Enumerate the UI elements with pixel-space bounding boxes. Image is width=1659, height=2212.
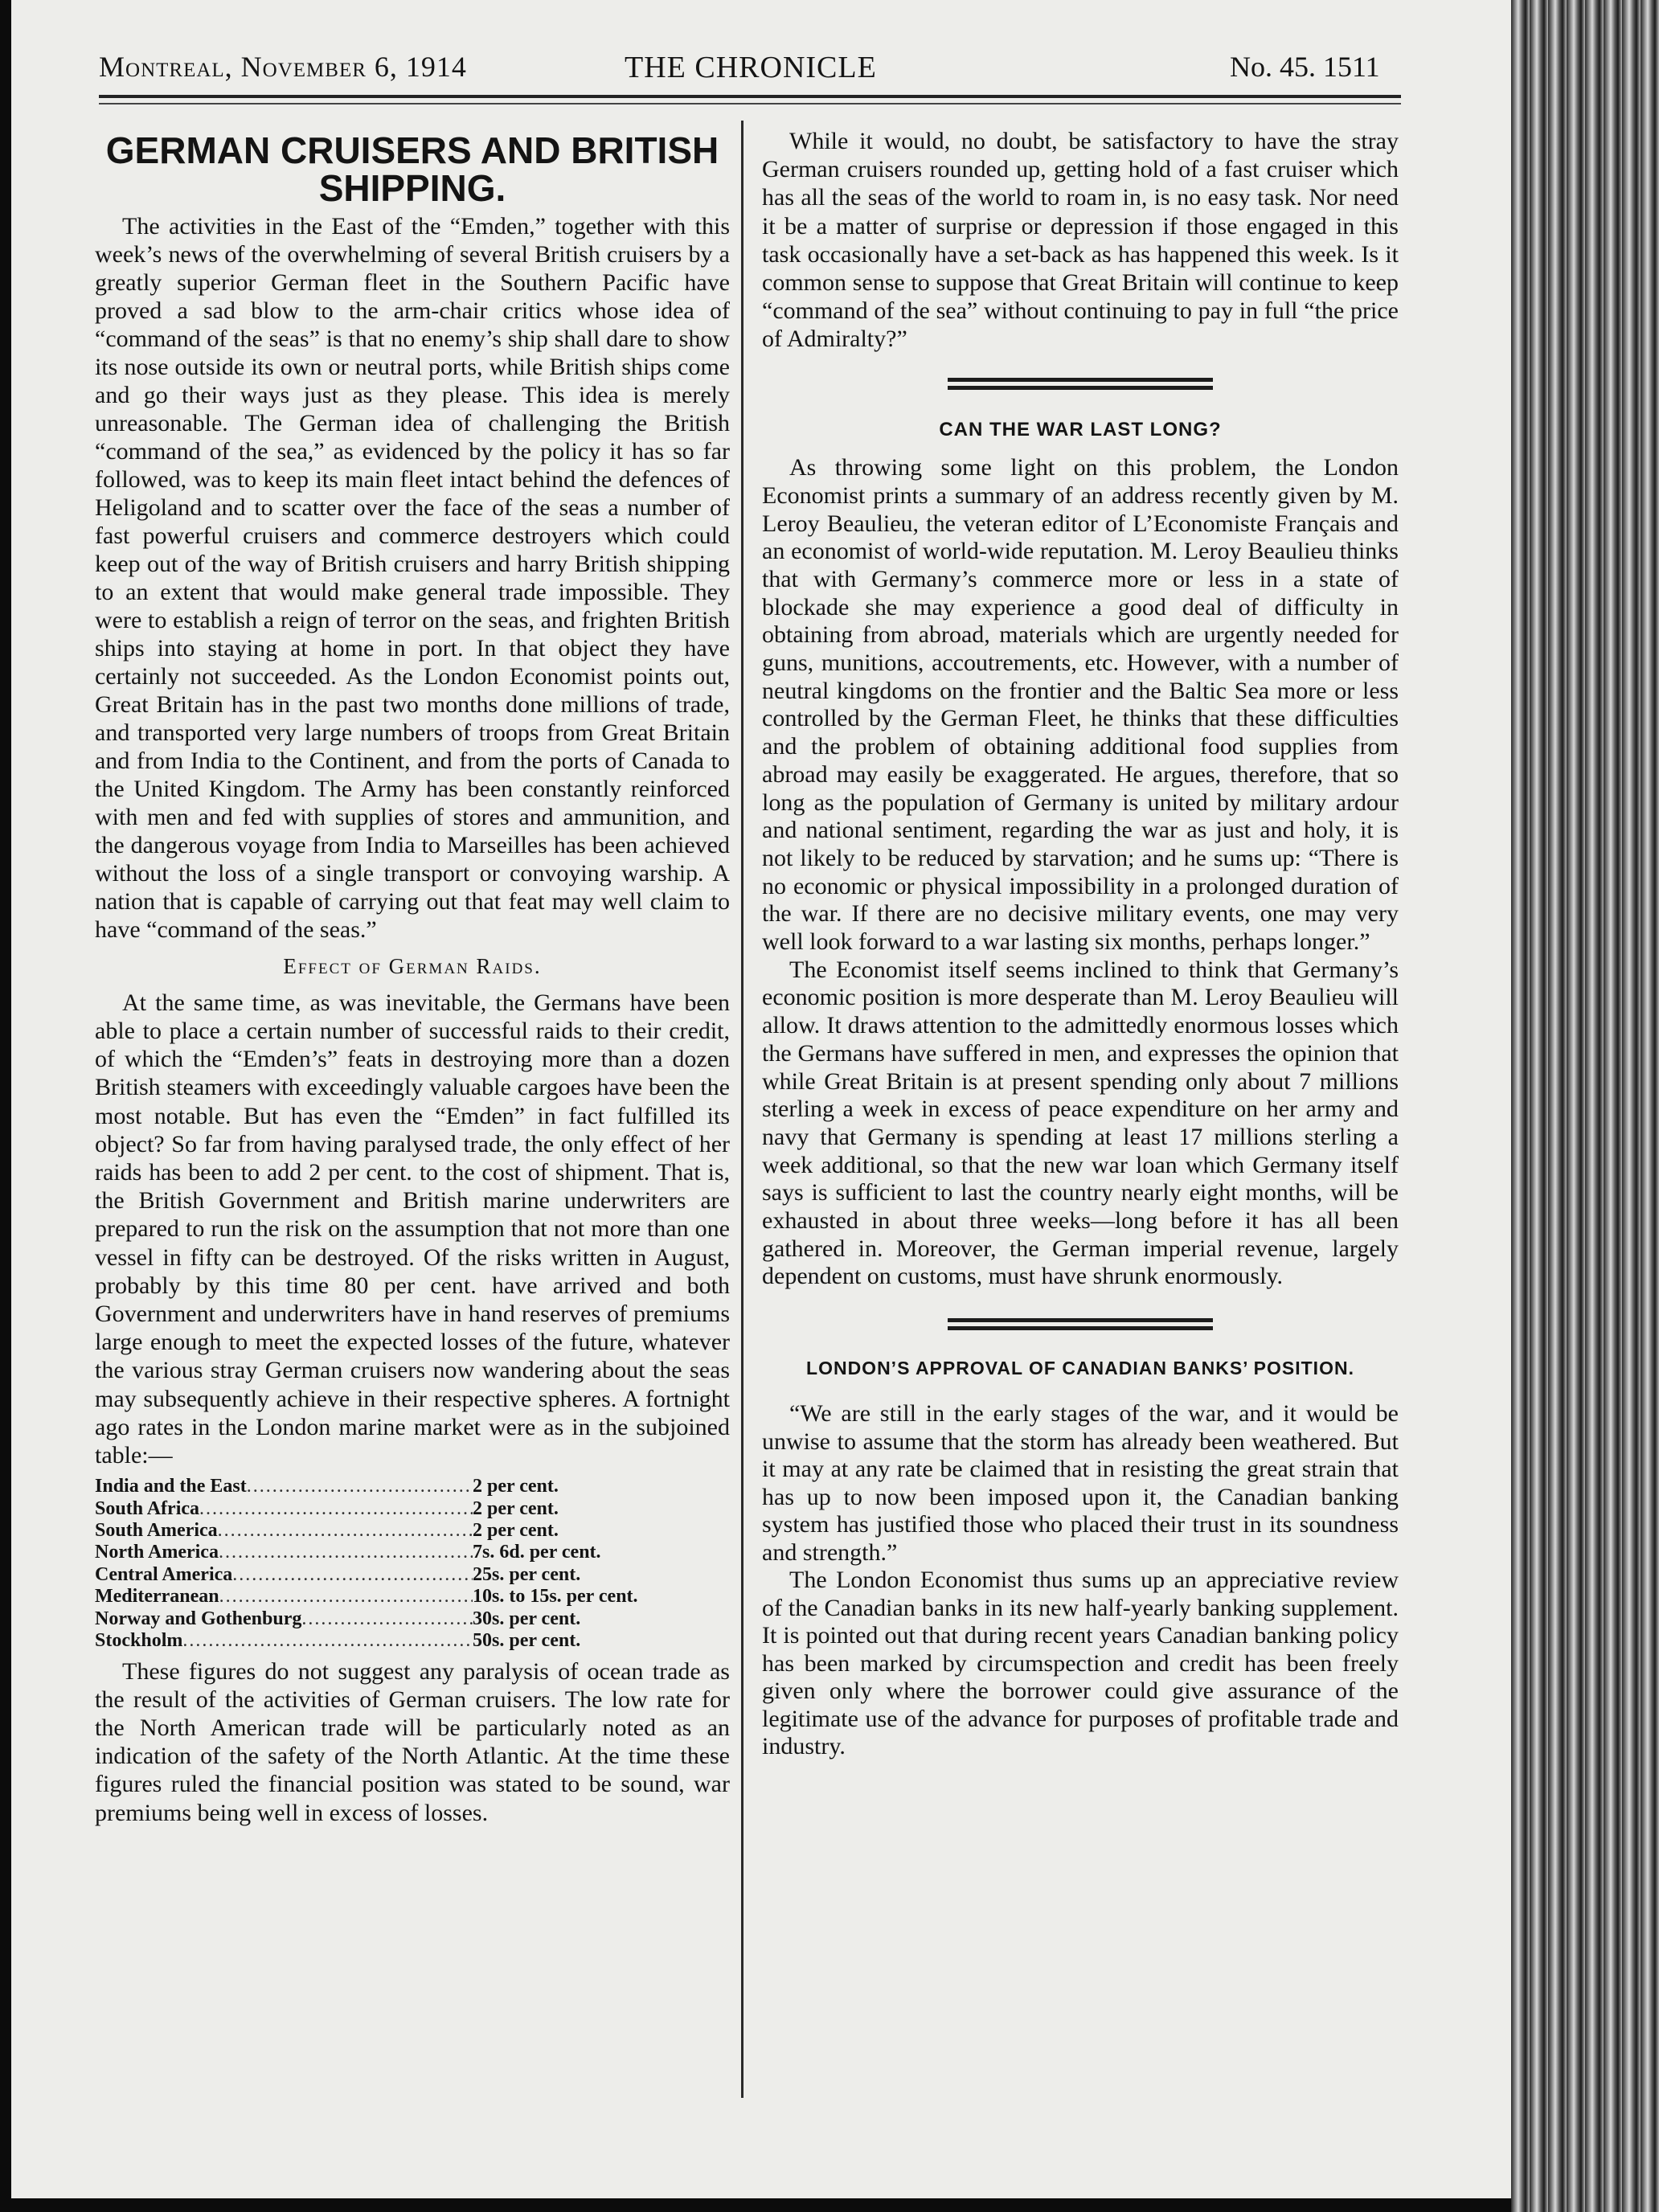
rate-row bbox=[95, 1498, 730, 1520]
article-paragraph: The London Economist thus sums up an appreciative review of the Canadian banks in its new half-yearly banking supplement. It is pointed out that during recent years Canadian banking policy has been marked by circumspection and credit has been freely given only where the borrower could give assurance of the legitimate use of the advance for purposes of profitable trade and industry. bbox=[762, 1567, 1399, 1760]
section-divider bbox=[948, 1318, 1213, 1330]
dot-leader bbox=[247, 1476, 473, 1497]
dot-leader bbox=[301, 1608, 473, 1630]
article-paragraph: At the same time, as was inevitable, the Germans have been able to place a certain number of successful raids to their credit, of which the “Emden’s” feats in destroying more than a dozen British steamers with exceedingly valuable cargoes have been the most notable. But has even the “Emden” in fact fulfilled its object? So far from having paralysed trade, the only effect of her raids has been to add 2 per cent. to the cost of shipment. That is, the British Government and British marine underwriters are prepared to run the risk on the assumption that not more than one vessel in fifty can be destroyed. Of the risks written in August, probably by this time 80 per cent. have arrived and both Government and underwriters have in hand reserves of premiums large enough to meet the expected losses of the future, whatever the various stray German cruisers now wandering about the seas may subsequently achieve in their respective spheres. A fortnight ago rates in the London marine market were as in the subjoined table:— bbox=[95, 989, 730, 1469]
rate-destination: Mediterranean bbox=[95, 1586, 219, 1608]
rate-destination: Central America bbox=[95, 1563, 233, 1585]
rate-row bbox=[95, 1520, 730, 1542]
rate-value: 10s. to 15s. per cent. bbox=[473, 1586, 638, 1608]
running-head-page-number: No. 45. 1511 bbox=[1230, 51, 1380, 83]
rate-value: 25s. per cent. bbox=[473, 1563, 581, 1585]
rate-destination: India and the East bbox=[95, 1476, 247, 1497]
rate-destination: South America bbox=[95, 1520, 218, 1542]
rate-destination: North America bbox=[95, 1542, 219, 1563]
rate-destination: South Africa bbox=[95, 1497, 200, 1519]
dot-leader bbox=[218, 1520, 473, 1542]
article-paragraph: “We are still in the early stages of the war, and it would be unwise to assume that the storm has already been weathered. But it may at any rate be claimed that in resisting the great strain that has up to now been imposed upon it, the Canadian banking system has justified those who placed their trust in its soundness and strength.” bbox=[762, 1400, 1399, 1566]
column-divider bbox=[741, 121, 743, 2098]
dot-leader bbox=[219, 1542, 473, 1563]
dot-leader bbox=[219, 1586, 473, 1608]
running-head-date: Montreal, November 6, 1914 bbox=[99, 51, 467, 83]
rate-row bbox=[95, 1608, 730, 1630]
article-paragraph: These figures do not suggest any paralysis of ocean trade as the result of the activities of German cruisers. The low rate for the North American trade will be particularly noted as an indication of the safety of the North Atlantic. At the time these figures ruled the financial position was stated to be sound, war premiums being well in excess of losses. bbox=[95, 1657, 730, 1826]
rate-value: 2 per cent. bbox=[473, 1520, 559, 1542]
dot-leader bbox=[232, 1564, 473, 1586]
header-rule-thin bbox=[99, 103, 1401, 104]
rate-value: 30s. per cent. bbox=[473, 1608, 581, 1629]
rate-destination: Stockholm bbox=[95, 1630, 183, 1652]
rate-row bbox=[95, 1586, 730, 1608]
marine-rates-table bbox=[95, 1476, 730, 1652]
section-subhead: Effect of German Raids. bbox=[283, 953, 542, 978]
rate-row bbox=[95, 1630, 730, 1652]
rate-destination: Norway and Gothenburg bbox=[95, 1608, 302, 1629]
article-paragraph: The activities in the East of the “Emden,” together with this week’s news of the overwhelming of several British cruisers by a greatly superior German fleet in the Southern Pacific have proved a sad blow to the arm-chair critics whose idea of “command of the seas” is that no enemy’s ship shall dare to show its nose outside its own or neutral ports, while British ships come and go their ways just as they please. This idea is merely unreasonable. The German idea of challenging the British “command of the sea,” as evidenced by the policy it has so far followed, was to keep its main fleet intact behind the defences of Heligoland and to scatter over the face of the seas a number of fast powerful cruisers and commerce destroyers which could keep out of the way of British cruisers and harry British shipping to an extent that would make general trade impossible. They were to establish a reign of terror on the seas, and frighten British ships into staying at home in port. In that object they have certainly not succeeded. As the London Economist points out, Great Britain has in the past two months done millions of trade, and transported very large numbers of troops from Great Britain and from India to the Continent, and from the ports of Canada to the United Kingdom. The Army has been constantly reinforced with men and fed with supplies of stores and ammunition, and the dangerous voyage from India to Marseilles has been achieved without the loss of a single transport or convoying warship. A nation that is capable of carrying out that feat may well claim to have “command of the seas.” bbox=[95, 212, 730, 943]
dot-leader bbox=[182, 1630, 473, 1652]
header-rule bbox=[99, 95, 1401, 98]
rate-row bbox=[95, 1542, 730, 1563]
rate-value: 7s. 6d. per cent. bbox=[473, 1542, 601, 1563]
article-paragraph: The Economist itself seems inclined to think that Germany’s economic position is more desperate than M. Leroy Beaulieu will allow. It draws attention to the admittedly enormous losses which the Germans have suffered in men, and expresses the opinion that while Great Britain is at present spending only about 7 millions sterling a week in excess of peace expenditure on her army and navy that Germany is spending at least 17 millions sterling a week additional, so that the new war loan which Germany itself says is sufficient to last the country nearly eight months, will be exhausted in about three weeks—long before it has all been gathered in. Moreover, the German imperial revenue, largely dependent on customs, must have shrunk enormously. bbox=[762, 956, 1399, 1290]
article-paragraph: As throwing some light on this problem, the London Economist prints a summary of an address recently given by M. Leroy Beaulieu, the veteran editor of L’Economiste Français and an economist of world-wide reputation. M. Leroy Beaulieu thinks that with Germany’s commerce more or less in a state of blockade she may experience a good deal of difficulty in obtaining from abroad, materials which are urgently needed for guns, munitions, accoutrements, etc. However, with a number of neutral kingdoms on the frontier and the Baltic Sea more or less controlled by the German Fleet, he thinks that these difficulties and the problem of obtaining additional food supplies from abroad may easily be exaggerated. He argues, therefore, that so long as the population of Germany is united by military ardour and national sentiment, regarding the war as just and holy, it is not likely to be reduced by starvation; and he sums up: “There is no economic or physical impossibility in a prolonged duration of the war. If there are no decisive military events, one may very well look forward to a war lasting six months, perhaps longer.” bbox=[762, 454, 1399, 956]
article-title-war-last-long: CAN THE WAR LAST LONG? bbox=[939, 418, 1222, 440]
article-title-german-cruisers: GERMAN CRUISERS AND BRITISH SHIPPING. bbox=[105, 129, 719, 209]
rate-row bbox=[95, 1564, 730, 1586]
rate-row bbox=[95, 1476, 730, 1497]
rate-value: 2 per cent. bbox=[473, 1476, 559, 1497]
right-column bbox=[762, 127, 1399, 1761]
rate-value: 2 per cent. bbox=[473, 1497, 559, 1519]
left-column bbox=[95, 127, 730, 1827]
dot-leader bbox=[199, 1498, 473, 1520]
section-divider bbox=[948, 378, 1213, 390]
article-paragraph: While it would, no doubt, be satisfactory to have the stray German cruisers rounded up, getting hold of a fast cruiser which has all the seas of the world to roam in, is no easy task. Nor need it be a matter of surprise or depression if those engaged in this task occasionally have a set-back as has happened this week. Is it common sense to suppose that Great Britain will continue to keep “command of the sea” without continuing to pay in full “the price of Admiralty?” bbox=[762, 128, 1399, 353]
running-head-title: THE CHRONICLE bbox=[625, 51, 877, 84]
book-page-edges bbox=[1511, 0, 1659, 2212]
rate-value: 50s. per cent. bbox=[473, 1630, 581, 1652]
article-title-canadian-banks: LONDON’S APPROVAL OF CANADIAN BANKS’ POSITION. bbox=[806, 1358, 1354, 1379]
